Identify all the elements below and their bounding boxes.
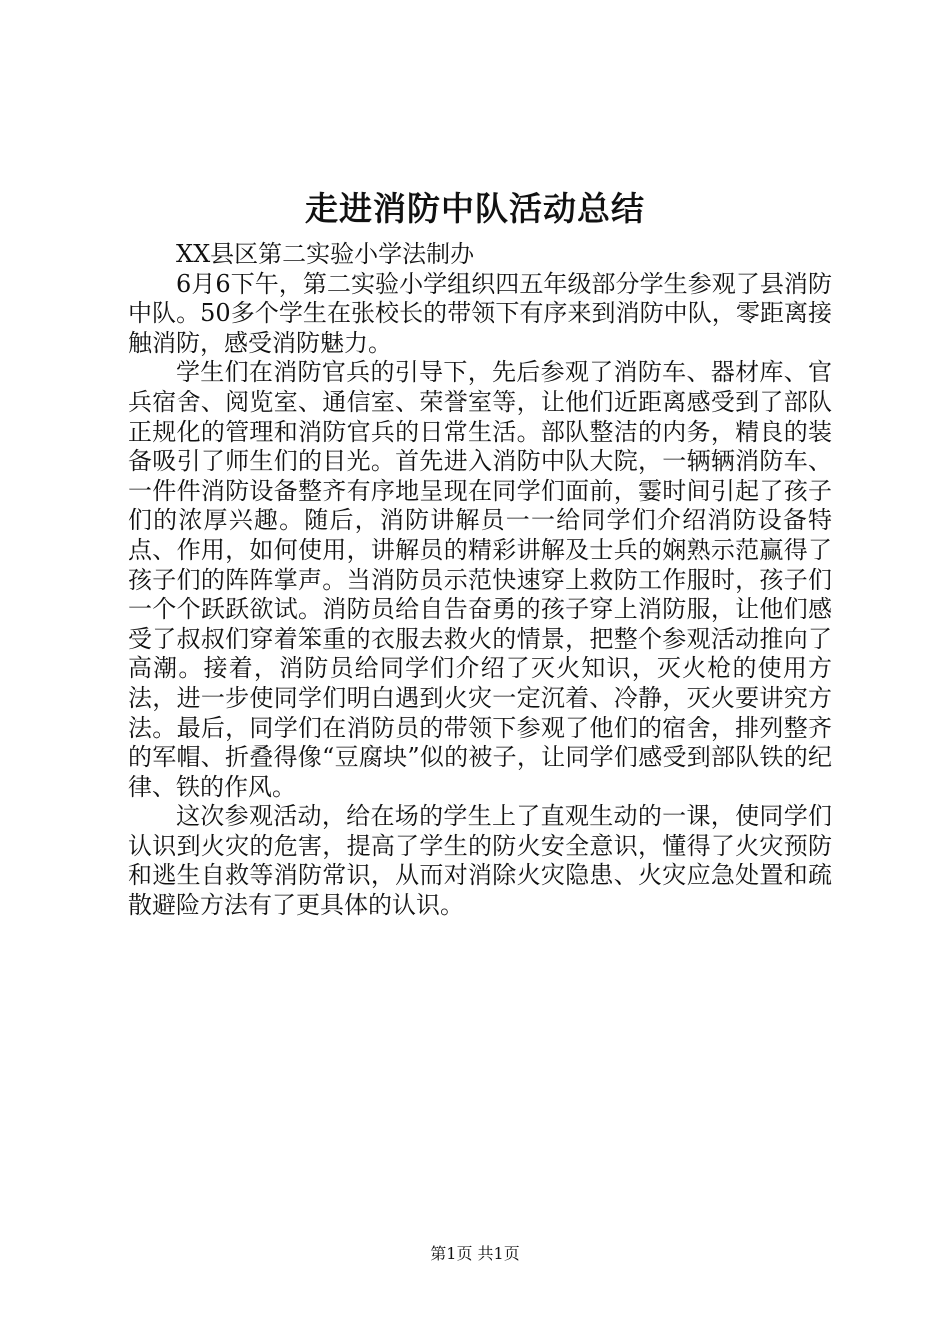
document-body bbox=[128, 240, 832, 921]
document-title: 走进消防中队活动总结 bbox=[305, 189, 645, 228]
paragraph-conclusion: 这次参观活动，给在场的学生上了直观生动的一课，使同学们认识到火灾的危害，提高了学生的防火安全意识，懂得了火灾预防和逃生自救等消防常识，从而对消除火灾隐患、火灾应急处置和疏散避险方法有了更具体的认识。 bbox=[128, 802, 832, 920]
page-footer: 第1页 共1页 bbox=[430, 1244, 520, 1263]
paragraph-author: XX县区第二实验小学法制办 bbox=[176, 240, 475, 268]
paragraph-main: 学生们在消防官兵的引导下，先后参观了消防车、器材库、官兵宿舍、阅览室、通信室、荣誉室等，让他们近距离感受到了部队正规化的管理和消防官兵的日常生活。部队整洁的内务，精良的装备吸引了师生们的目光。首先进入消防中队大院，一辆辆消防车、一件件消防设备整齐有序地呈现在同学们面前，霎时间引起了孩子们的浓厚兴趣。随后，消防讲解员一一给同学们介绍消防设备特点、作用，如何使用，讲解员的精彩讲解及士兵的娴熟示范赢得了孩子们的阵阵掌声。当消防员示范快速穿上救防工作服时，孩子们一个个跃跃欲试。消防员给自告奋勇的孩子穿上消防服，让他们感受了叔叔们穿着笨重的衣服去救火的情景，把整个参观活动推向了高潮。接着，消防员给同学们介绍了灭火知识，灭火枪的使用方法，进一步使同学们明白遇到火灾一定沉着、冷静，灭火要讲究方法。最后，同学们在消防员的带领下参观了他们的宿舍，排列整齐的军帽、折叠得像“豆腐块”似的被子，让同学们感受到部队铁的纪律、铁的作风。 bbox=[128, 358, 832, 801]
paragraph-intro: 6月6下午，第二实验小学组织四五年级部分学生参观了县消防中队。50多个学生在张校长的带领下有序来到消防中队，零距离接触消防，感受消防魅力。 bbox=[128, 269, 832, 357]
